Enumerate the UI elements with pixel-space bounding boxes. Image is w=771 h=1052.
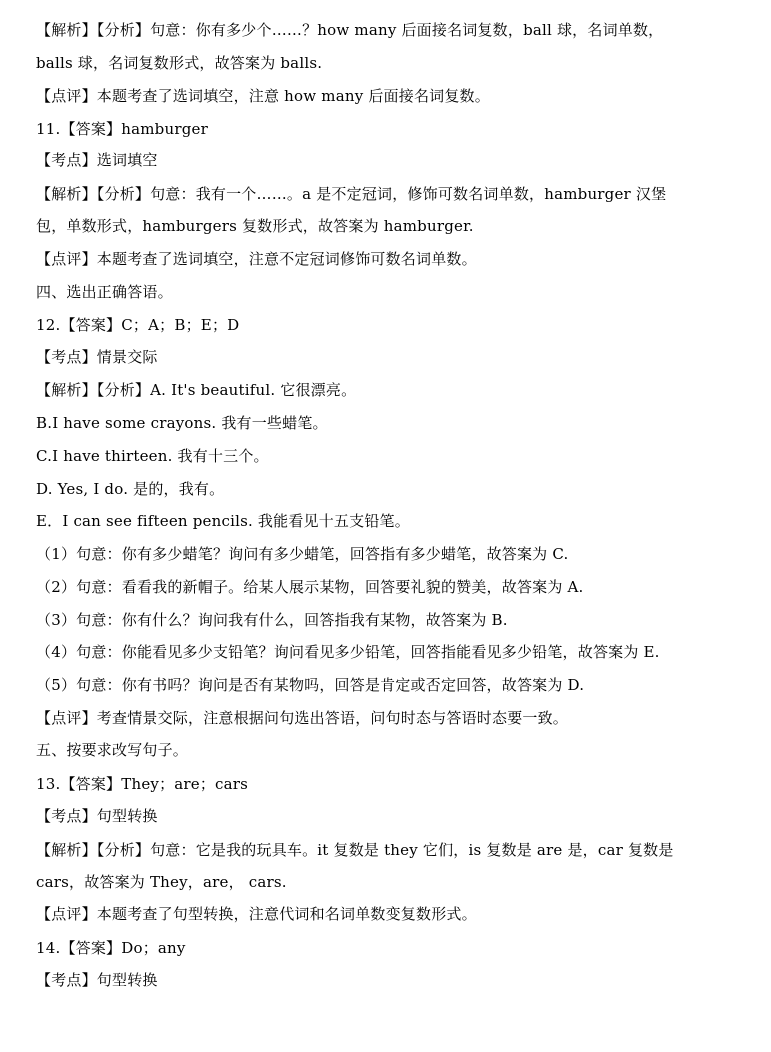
section-heading: 五、按要求改写句子。 bbox=[36, 741, 189, 759]
text-line: B.I have some crayons. 我有一些蜡笔。 bbox=[36, 414, 328, 432]
text-line: C.I have thirteen. 我有十三个。 bbox=[36, 447, 269, 465]
text-line: 11.【答案】hamburger bbox=[36, 120, 208, 138]
text-line: 【点评】本题考查了句型转换，注意代词和名词单数变复数形式。 bbox=[36, 905, 477, 923]
text-line: 12.【答案】C；A；B；E；D bbox=[36, 316, 240, 334]
text-line: balls 球，名词复数形式，故答案为 balls. bbox=[36, 54, 323, 72]
text-line: 包，单数形式，hamburgers 复数形式，故答案为 hamburger. bbox=[36, 217, 474, 235]
text-line: 【考点】句型转换 bbox=[36, 807, 158, 825]
text-line: 14.【答案】Do；any bbox=[36, 939, 186, 957]
text-line: （5）句意：你有书吗？询问是否有某物吗，回答是肯定或否定回答，故答案为 D. bbox=[36, 676, 585, 694]
text-line: （2）句意：看看我的新帽子。给某人展示某物，回答要礼貌的赞美，故答案为 A. bbox=[36, 578, 584, 596]
text-line: （4）句意：你能看见多少支铅笔？询问看见多少铅笔，回答指能看见多少铅笔，故答案为 E. bbox=[36, 643, 660, 661]
text-line: 【点评】考查情景交际，注意根据问句选出答语，问句时态与答语时态要一致。 bbox=[36, 709, 569, 727]
text-line: 【解析】【分析】句意：它是我的玩具车。it 复数是 they 它们，is 复数是 are 是，car 复数是 bbox=[36, 841, 674, 859]
text-line: 【考点】选词填空 bbox=[36, 151, 158, 169]
text-line: E．I can see fifteen pencils. 我能看见十五支铅笔。 bbox=[36, 512, 410, 530]
text-line: 13.【答案】They；are；cars bbox=[36, 775, 249, 793]
text-line: （3）句意：你有什么？询问我有什么，回答指我有某物，故答案为 B. bbox=[36, 611, 508, 629]
text-line: 【考点】情景交际 bbox=[36, 348, 158, 366]
text-line: 【点评】本题考查了选词填空，注意 how many 后面接名词复数。 bbox=[36, 87, 490, 105]
text-line: 【点评】本题考查了选词填空，注意不定冠词修饰可数名词单数。 bbox=[36, 250, 477, 268]
text-line: （1）句意：你有多少蜡笔？询问有多少蜡笔，回答指有多少蜡笔，故答案为 C. bbox=[36, 545, 569, 563]
text-line: D. Yes, I do. 是的，我有。 bbox=[36, 480, 225, 498]
section-heading: 四、选出正确答语。 bbox=[36, 283, 173, 301]
text-line: cars，故答案为 They，are， cars. bbox=[36, 873, 287, 891]
text-line: 【解析】【分析】A. It's beautiful. 它很漂亮。 bbox=[36, 381, 357, 399]
text-line: 【解析】【分析】句意：你有多少个……？how many 后面接名词复数，ball 球，名词单数， bbox=[36, 21, 664, 39]
text-line: 【考点】句型转换 bbox=[36, 971, 158, 989]
text-line: 【解析】【分析】句意：我有一个……。a 是不定冠词，修饰可数名词单数，hamburger 汉堡 bbox=[36, 185, 667, 203]
